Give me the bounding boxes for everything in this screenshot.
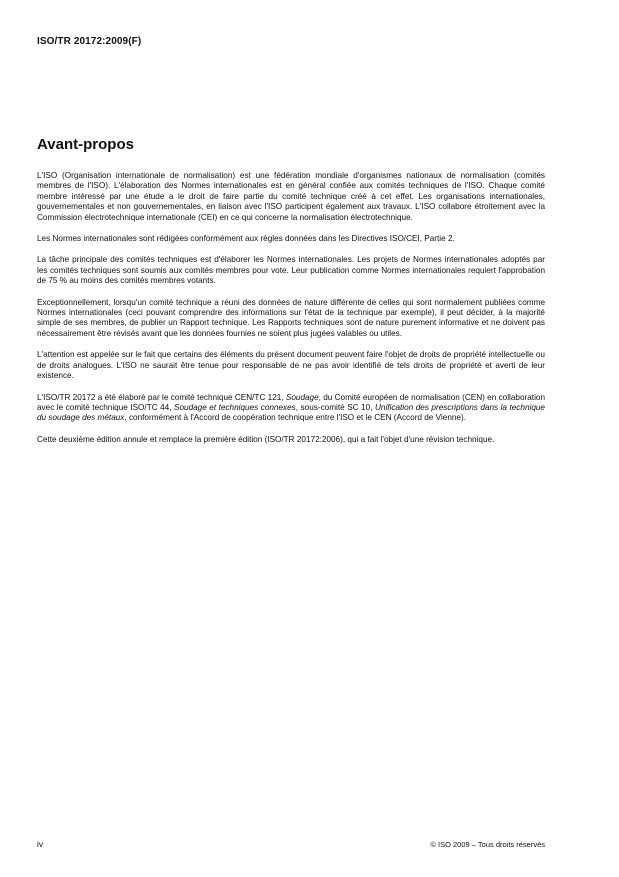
- copyright-notice: © ISO 2009 – Tous droits réservés: [430, 840, 545, 849]
- preparation-text-3: , sous-comité SC 10,: [295, 402, 375, 412]
- paragraph-technical-committees: La tâche principale des comités techniques est d'élaborer les Normes internationales. Les projets de Normes internationales adoptés par les comités techniques sont soumis aux comités membres pour vote. Leur publication comme Normes internationales requiert l'approbation de 75 % au moins des comités membres votants.: [37, 255, 545, 286]
- foreword-body: [37, 171, 545, 456]
- committee-title-soudage: Soudage: [285, 392, 319, 402]
- paragraph-technical-reports: Exceptionnellement, lorsqu'un comité technique a réuni des données de nature différente de celles qui sont normalement publiées comme Normes internationales (ceci pouvant comprendre des informations sur l'état de la technique par exemple), il peut décider, à la majorité simple de ses membres, de publier un Rapport technique. Les Rapports techniques sont de nature purement informative et ne doivent pas nécessairement être révisés avant que les données fournies ne soient plus jugées valables ou utiles.: [37, 297, 545, 338]
- page-number: iv: [37, 839, 44, 849]
- preparation-text-1: L'ISO/TR 20172 a été élaboré par le comité technique CEN/TC 121,: [37, 392, 286, 402]
- paragraph-edition: Cette deuxième édition annule et remplace la première édition (ISO/TR 20172:2006), qui a fait l'objet d'une révision technique.: [37, 434, 495, 444]
- preparation-text-2: , du Comité européen de normalisation (CEN) en collaboration avec le comité technique ISO/TC 44,: [37, 392, 545, 412]
- paragraph-preparation: [37, 393, 545, 424]
- paragraph-patent-rights: L'attention est appelée sur le fait que certains des éléments du présent document peuvent faire l'objet de droits de propriété intellectuelle ou de droits analogues. L'ISO ne saurait être tenue pour responsable de ne pas avoir identifié de tels droits de propriété et averti de leur existence.: [37, 350, 545, 381]
- subcommittee-title: Unification des prescriptions dans la technique du soudage des métaux: [37, 402, 545, 423]
- preparation-text-4: , conformément à l'Accord de coopération technique entre l'ISO et le CEN (Accord de Vienne).: [124, 413, 466, 423]
- paragraph-directives: Les Normes internationales sont rédigées conformément aux règles données dans les Directives ISO/CEI, Partie 2.: [37, 234, 455, 244]
- document-id: ISO/TR 20172:2009(F): [37, 36, 142, 47]
- paragraph-iso-organisation: L'ISO (Organisation internationale de normalisation) est une fédération mondiale d'organismes nationaux de normalisation (comités membres de l'ISO). L'élaboration des Normes internationales est en général confiée aux comités techniques de l'ISO. Chaque comité membre intéressé par une étude a le droit de faire partie du comité technique créé à cet effet. Les organisations internationales, gouvernementales et non gouvernementales, en liaison avec l'ISO participent également aux travaux. L'ISO collabore étroitement avec la Commission électrotechnique internationale (CEI) en ce qui concerne la normalisation électrotechnique.: [37, 171, 545, 222]
- committee-title-soudage-techniques: Soudage et techniques connexes: [174, 402, 296, 412]
- section-title: Avant-propos: [37, 136, 134, 153]
